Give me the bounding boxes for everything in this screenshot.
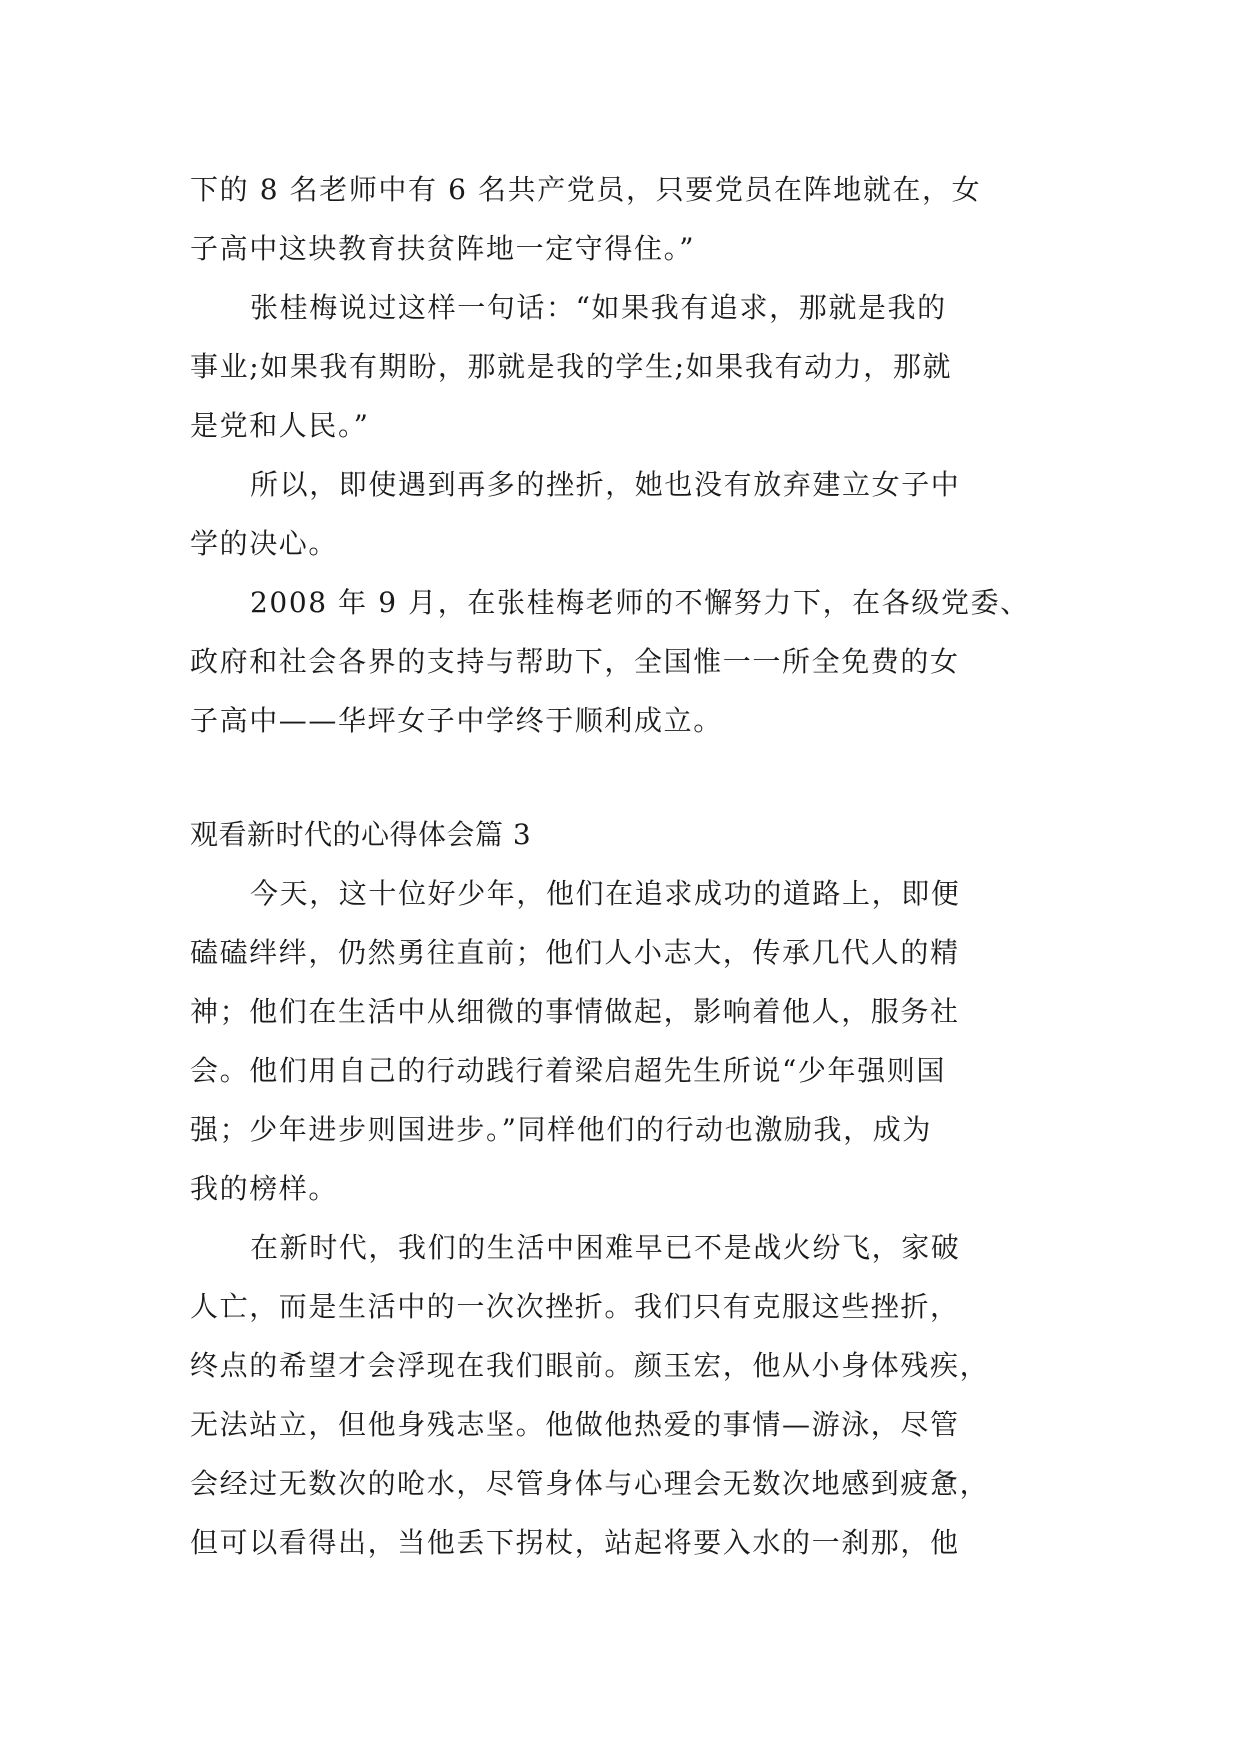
text-line: 政府和社会各界的支持与帮助下，全国惟一一所全免费的女: [190, 645, 960, 678]
text-line: 今天，这十位好少年，他们在追求成功的道路上，即便: [250, 877, 961, 910]
paragraph: [190, 1218, 1060, 1572]
text-line: 终点的希望才会浮现在我们眼前。颜玉宏，他从小身体残疾，: [190, 1349, 990, 1382]
paragraph: [190, 455, 1060, 573]
text-line: 学的决心。: [190, 527, 339, 560]
text-line: 神；他们在生活中从细微的事情做起，影响着他人，服务社: [190, 995, 960, 1028]
text-line: 会经过无数次的呛水，尽管身体与心理会无数次地感到疲惫，: [190, 1467, 990, 1500]
text-line: 无法站立，但他身残志坚。他做他热爱的事情—游泳，尽管: [190, 1408, 960, 1441]
section-heading: 观看新时代的心得体会篇 3: [190, 818, 532, 851]
paragraph: [190, 160, 1060, 278]
text-line: 人亡，而是生活中的一次次挫折。我们只有克服这些挫折，: [190, 1290, 960, 1323]
section-spacer: [190, 750, 1060, 805]
document-body: [190, 160, 1060, 1572]
text-line: 子高中——华坪女子中学终于顺利成立。: [190, 704, 723, 737]
text-line: 子高中这块教育扶贫阵地一定守得住。”: [190, 232, 696, 265]
text-line: 张桂梅说过这样一句话：“如果我有追求，那就是我的: [250, 291, 947, 324]
text-line: 我的榜样。: [190, 1172, 339, 1205]
paragraph: [190, 278, 1060, 455]
text-line: 强；少年进步则国进步。”同样他们的行动也激励我，成为: [190, 1113, 932, 1146]
text-line: 是党和人民。”: [190, 409, 370, 442]
paragraph: [190, 864, 1060, 1218]
paragraph: [190, 573, 1060, 750]
text-line: 但可以看得出，当他丢下拐杖，站起将要入水的一刹那，他: [190, 1526, 960, 1559]
text-line: 2008 年 9 月，在张桂梅老师的不懈努力下，在各级党委、: [250, 586, 1030, 619]
text-line: 所以，即使遇到再多的挫折，她也没有放弃建立女子中: [250, 468, 961, 501]
text-line: 下的 8 名老师中有 6 名共产党员，只要党员在阵地就在，女: [190, 173, 982, 206]
text-line: 事业;如果我有期盼，那就是我的学生;如果我有动力，那就: [190, 350, 953, 383]
text-line: 在新时代，我们的生活中困难早已不是战火纷飞，家破: [250, 1231, 961, 1264]
text-line: 磕磕绊绊，仍然勇往直前；他们人小志大，传承几代人的精: [190, 936, 960, 969]
text-line: 会。他们用自己的行动践行着梁启超先生所说“少年强则国: [190, 1054, 946, 1087]
